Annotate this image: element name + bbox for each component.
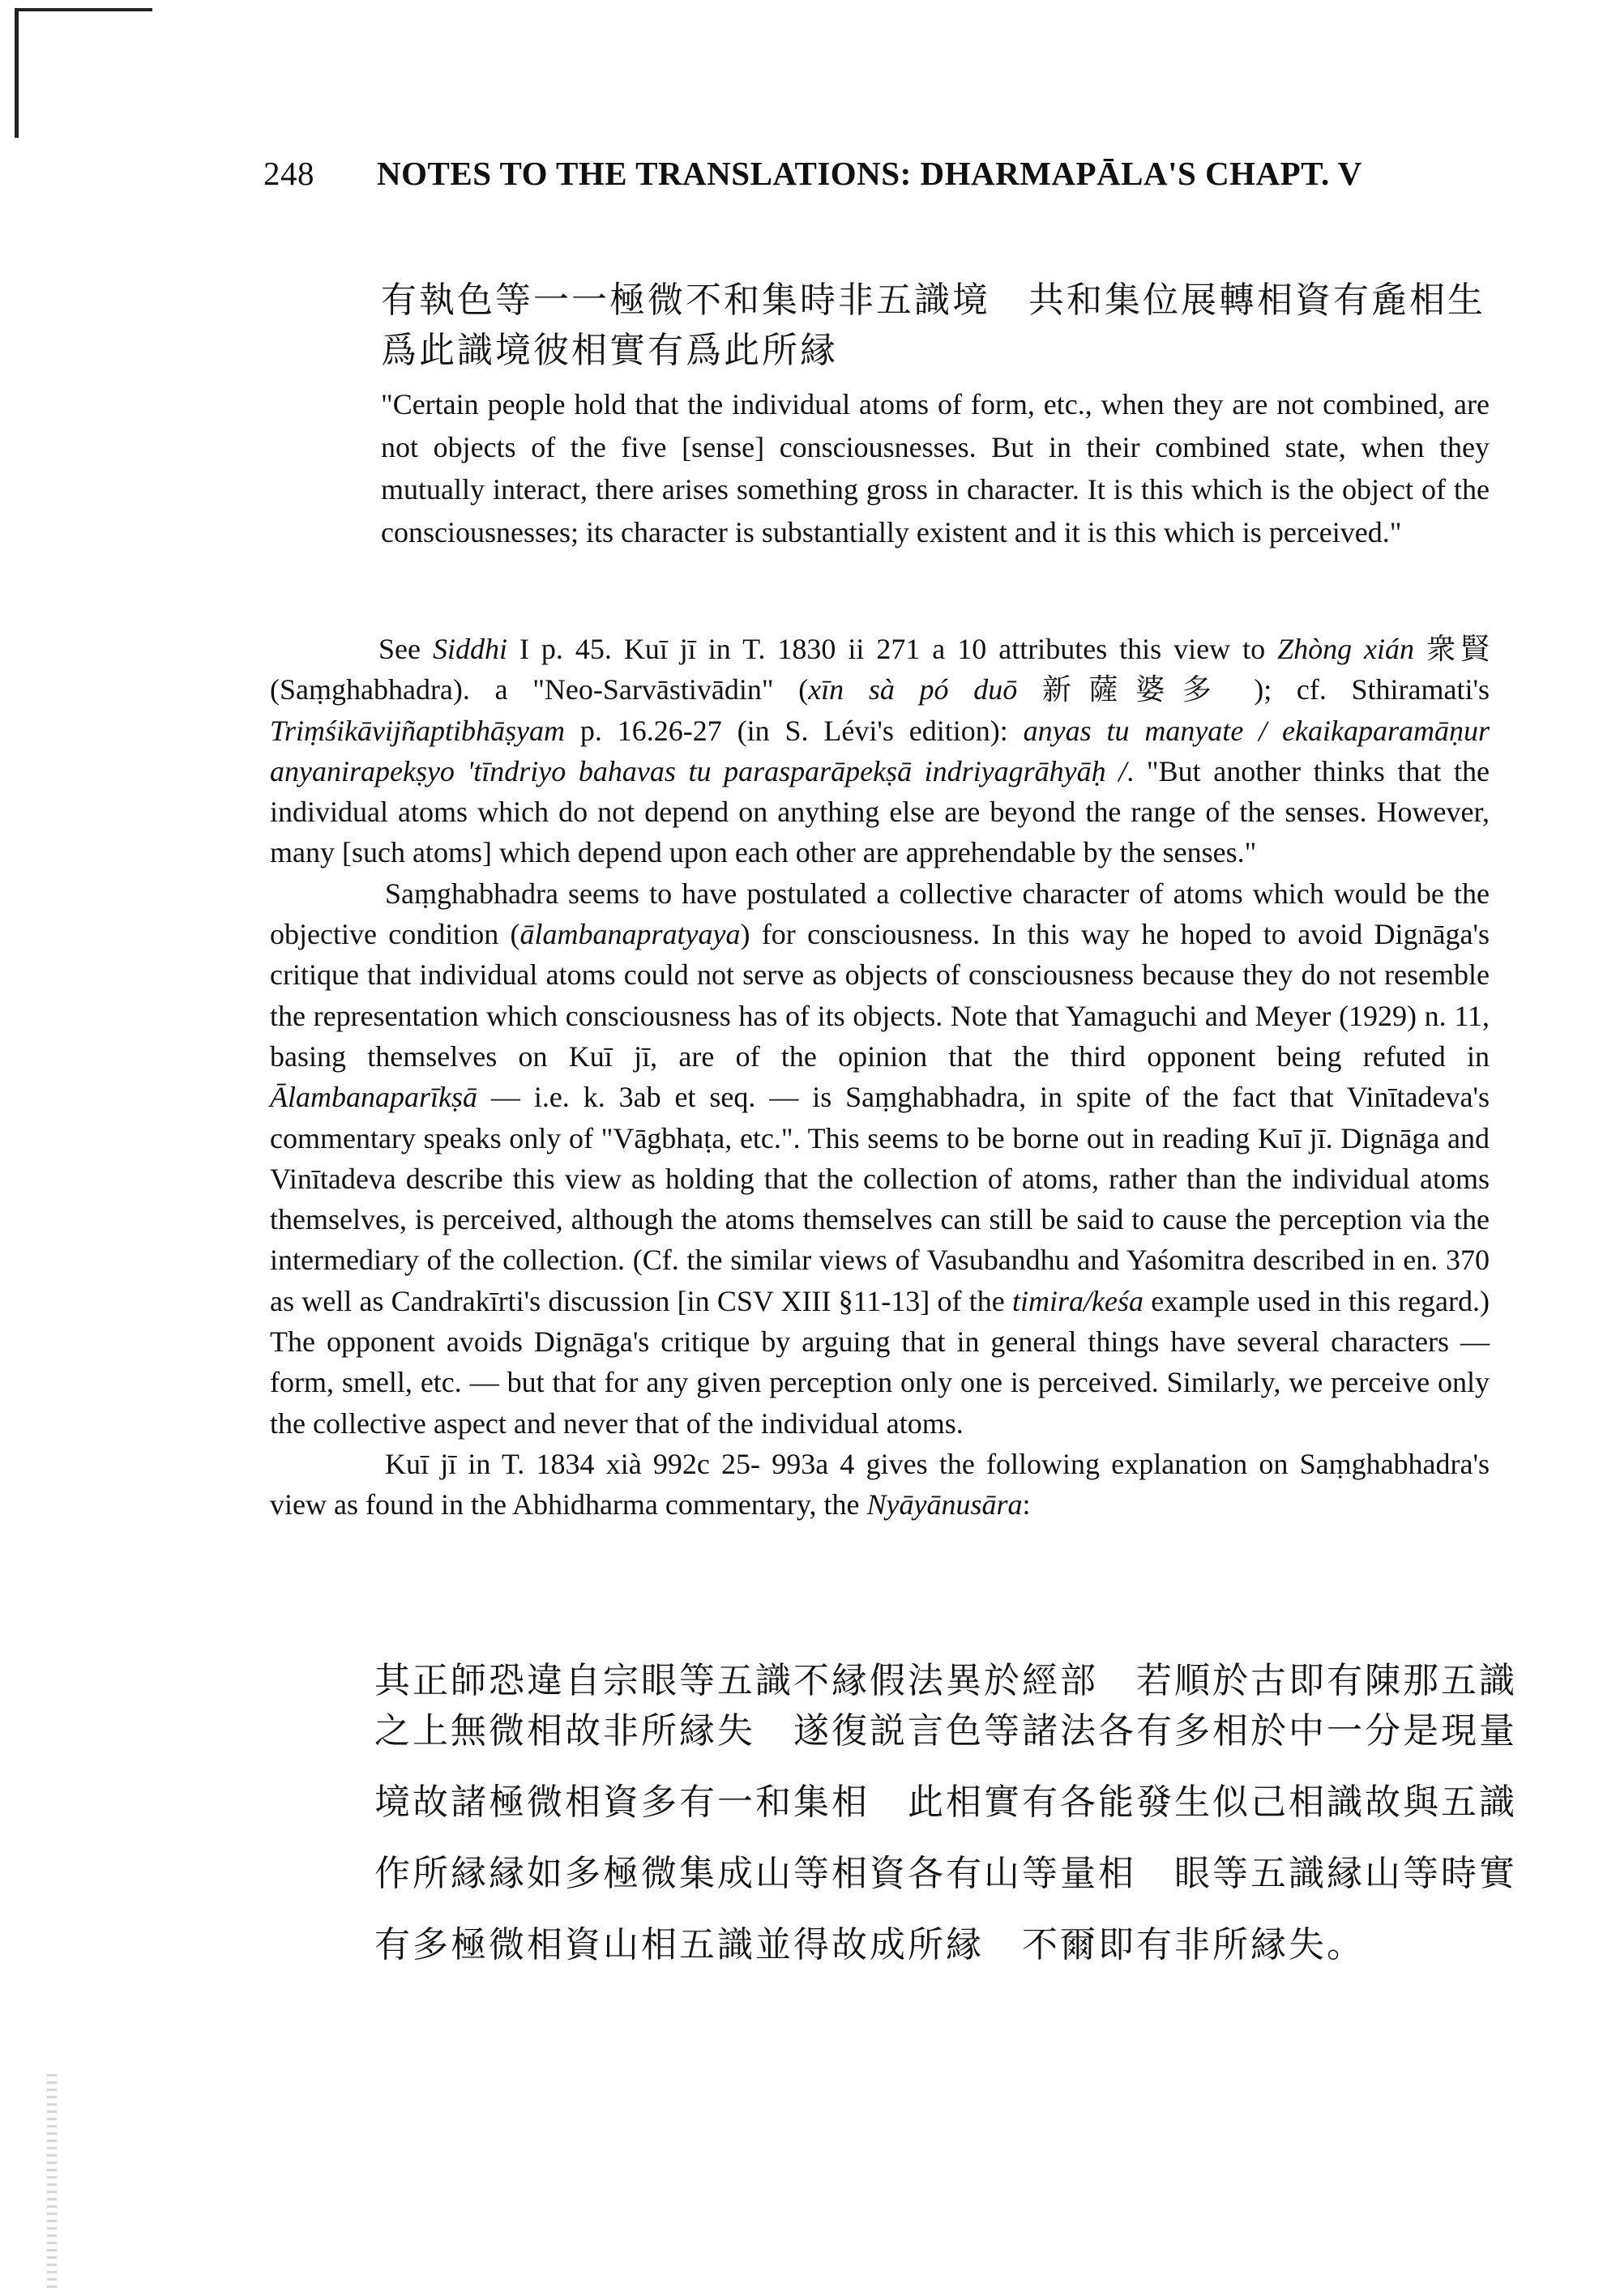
page-number: 248: [263, 155, 314, 192]
paragraph-2: Saṃghabhadra seems to have postulated a collective character of atoms which would be the objective condition (ālambanapratyaya) for consciousness. In this way he hoped to avoid Dignāga's critique that individual atoms could not serve as objects of consciousness because they do not resemble the representation which consciousness has of its objects. Note that Yamaguchi and Meyer (1929) n. 11, basing themselves on Kuī jī, are of the opinion that the third opponent being refuted in Ālambanaparīkṣā — i.e. k. 3ab et seq. — is Saṃghabhadra, in spite of the fact that Vinītadeva's commentary speaks only of "Vāgbhaṭa, etc.". This seems to be borne out in reading Kuī jī. Dignāga and Vinītadeva describe this view as holding that the collection of atoms, rather than the individual atoms themselves, is perceived, although the atoms themselves can still be said to cause the perception via the intermediary of the collection. (Cf. the similar views of Vasubandhu and Yaśomitra described in en. 370 as well as Candrakīrti's discussion [in CSV XIII §11-13] of the timira/keśa example used in this regard.) The opponent avoids Dignāga's critique by arguing that in general things have several characters — form, smell, etc. — but that for any given perception only one is perceived. Similarly, we perceive only the collective aspect and never that of the individual atoms.: [270, 877, 1490, 1440]
chinese-quote-2-line-5: 有多極微相資山相五識並得故成所縁 不爾即有非所縁失。: [374, 1924, 1365, 1965]
scan-edge-noise: [47, 2074, 57, 2293]
header-title: NOTES TO THE TRANSLATIONS: DHARMAPĀLA'S CHAPT. V: [377, 155, 1362, 192]
chinese-quote-2-line-3: 境故諸極微相資多有一和集相 此相實有各能發生似己相識故與五識: [374, 1782, 1517, 1823]
chinese-quote-2: [374, 1656, 1517, 1970]
chinese-quote-1-line-2: 爲此識境彼相實有爲此所縁: [381, 330, 838, 371]
scan-corner-mark: [15, 8, 152, 138]
chinese-quote-2-line-4: 作所縁縁如多極微集成山等相資各有山等量相 眼等五識縁山等時實: [374, 1853, 1517, 1894]
english-translation-quote: "Certain people hold that the individual atoms of form, etc., when they are not combined, are not objects of the five [sense] consciousnesses. But in their combined state, when they mutually interact, there arises something gross in character. It is this which is the object of the consciousnesses; its character is substantially existent and it is this which is perceived.": [381, 388, 1490, 548]
chinese-quote-2-line-2: 之上無微相故非所縁失 遂復説言色等諸法各有多相於中一分是現量: [374, 1710, 1517, 1752]
chinese-quote-1: [381, 275, 1499, 376]
chinese-quote-2-line-1: 其正師恐違自宗眼等五識不縁假法異於經部 若順於古即有陳那五識: [374, 1660, 1517, 1701]
body-text: [270, 629, 1490, 1526]
running-header: [263, 154, 1479, 193]
paragraph-3: Kuī jī in T. 1834 xià 992c 25- 993a 4 gives the following explanation on Saṃghabhadra's view as found in the Abhidharma commentary, the Nyāyānusāra:: [270, 1447, 1490, 1521]
chinese-quote-1-line-1: 有執色等一一極微不和集時非五識境 共和集位展轉相資有麁相生: [381, 280, 1485, 321]
paragraph-1: See Siddhi I p. 45. Kuī jī in T. 1830 ii 271 a 10 attributes this view to Zhòng xián 衆賢 (Saṃghabhadra). a "Neo-Sarvāstivādin" (xīn sà pó duō 新薩婆多 ); cf. Sthiramati's Triṃśikāvijñaptibhāṣyam p. 16.26-27 (in S. Lévi's edition): anyas tu manyate / ekaikaparamāṇur anyanirapekṣyo 'tīndriyo bahavas tu parasparāpekṣā indriyagrāhyāḥ /. "But another thinks that the individual atoms which do not depend on anything else are beyond the range of the senses. However, many [such atoms] which depend upon each other are apprehendable by the senses.": [270, 633, 1490, 869]
